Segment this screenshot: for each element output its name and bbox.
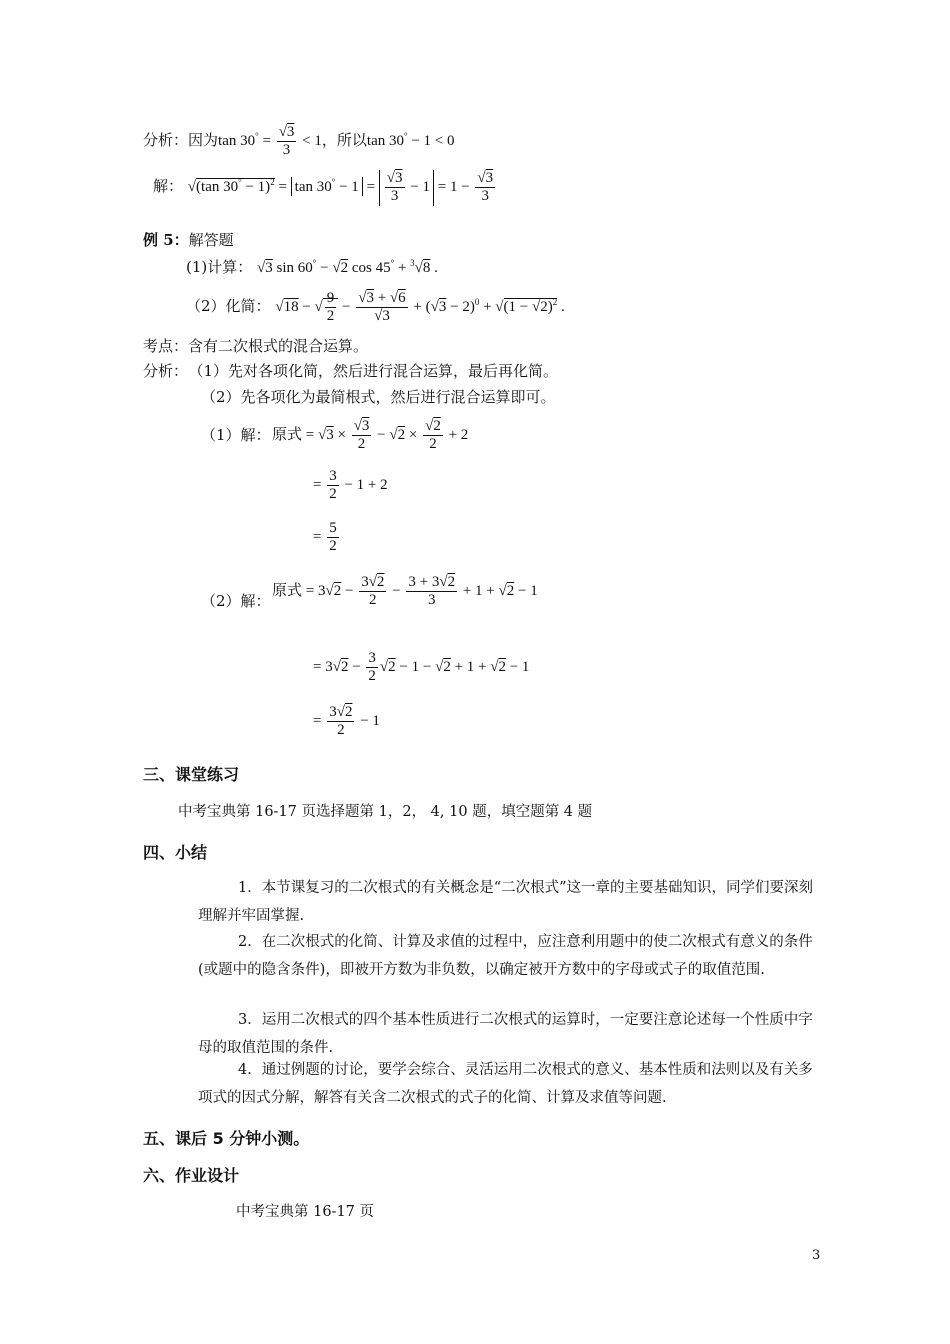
- analysis2-label: 分析：: [143, 362, 189, 380]
- section5-heading: 五、课后 5 分钟小测。: [143, 1129, 310, 1148]
- analysis-line: [143, 124, 455, 160]
- section6-heading: 六、作业设计: [143, 1166, 240, 1185]
- analysis-so: ，所以: [321, 131, 367, 150]
- sol2-step1: 原式 = 3√2 − $\frac{3√2}{2}$ − $\frac{3 + 3√2}{3}$ + 1 + √2 − 1: [272, 574, 538, 609]
- formula-q1: √3 sin 60° − √2 cos 45° + $^3$√8 .: [257, 258, 438, 276]
- q2-label: （2）化简：: [186, 297, 271, 316]
- example5-q2: [186, 290, 565, 326]
- sol1-step1: 原式 = √3 × $\frac{√3}{2}$ − √2 × $\frac{√2}{2}$ + 2: [272, 418, 469, 453]
- analysis2-step1: （1）先对各项化简，然后进行混合运算，最后再化简。: [196, 362, 559, 380]
- sol2-step3: = $\frac{3√2}{2}$ − 1: [313, 704, 380, 739]
- section6-text: 中考宝典第 16-17 页: [236, 1204, 375, 1220]
- example5-label: 例 5：: [143, 231, 189, 249]
- summary-item-3: 3．运用二次根式的四个基本性质进行二次根式的运算时，一定要注意论述每一个性质中字母的取值范围的条件.: [198, 1012, 813, 1056]
- solution-label: 解：: [153, 177, 184, 196]
- kaodian-label: 考点：: [143, 337, 189, 355]
- formula-abs-simplify: √(tan 30° − 1)$^2$ = tan 30° − 1 = $\frac{√3}{3}$ − 1 = 1 − $\frac{√3}{3}$: [187, 170, 494, 205]
- analysis-because: 因为: [188, 131, 219, 150]
- sol2-label: （2）解：: [201, 592, 271, 610]
- sol2-step2: = 3√2 − $\frac{3}{2}$ √2 − 1 − √2 + 1 + √2 − 1: [313, 650, 530, 685]
- example5-q1: [186, 256, 438, 277]
- summary-item-4: 4．通过例题的讨论，要学会综合、灵活运用二次根式的意义、基本性质和法则以及有关多项式的因式分解，解答有关含二次根式的式子的化简、计算及求值等问题.: [198, 1062, 813, 1106]
- summary-item-2: 2．在二次根式的化简、计算及求值的过程中，应注意利用题中的使二次根式有意义的条件(或题中的隐含条件)，即被开方数为非负数，以确定被开方数中的字母或式子的取值范围.: [198, 934, 813, 978]
- formula-q2: √18 − √ $\frac{9}{2}$ − $\frac{√3 + √6}{√3}$ + $(√3 - 2)^0 + √(1 - √2)^2$ .: [275, 290, 565, 325]
- formula-tan30-lt-1: tan 30° = $\frac{√3}{3}$ < 1: [218, 124, 322, 159]
- sol1-step2: = $\frac{3}{2}$ − 1 + 2: [313, 468, 388, 503]
- analysis2-line2: （2）先各项化为最简根式，然后进行混合运算即可。: [201, 388, 556, 406]
- kaodian-line: [143, 335, 368, 356]
- example5-title-text: 解答题: [188, 231, 234, 249]
- formula-tan30-minus-1: tan 30° − 1 < 0: [366, 131, 455, 150]
- section3-text: 中考宝典第 16-17 页选择题第 1，2， 4, 10 题，填空题第 4 题: [178, 804, 593, 820]
- sol1-step3: = $\frac{5}{2}$: [313, 520, 337, 555]
- kaodian-text: 含有二次根式的混合运算。: [188, 337, 369, 355]
- section4-heading: 四、小结: [143, 843, 208, 862]
- q1-label: (1)计算：: [186, 258, 253, 276]
- sol1-label: （1）解：: [201, 426, 271, 444]
- page-number: 3: [812, 1248, 821, 1263]
- example5-title: [143, 229, 234, 250]
- section3-heading: 三、课堂练习: [143, 765, 240, 784]
- analysis2-line1: [143, 360, 558, 381]
- sol1-yuanshi: 原式: [272, 427, 303, 444]
- summary-item-1: 1．本节课复习的二次根式的有关概念是“二次根式”这一章的主要基础知识，同学们要深刻理解并牢固掌握.: [198, 880, 814, 924]
- analysis-label: 分析：: [143, 131, 189, 150]
- solution-line: [153, 170, 497, 206]
- sol2-yuanshi: 原式: [272, 583, 303, 600]
